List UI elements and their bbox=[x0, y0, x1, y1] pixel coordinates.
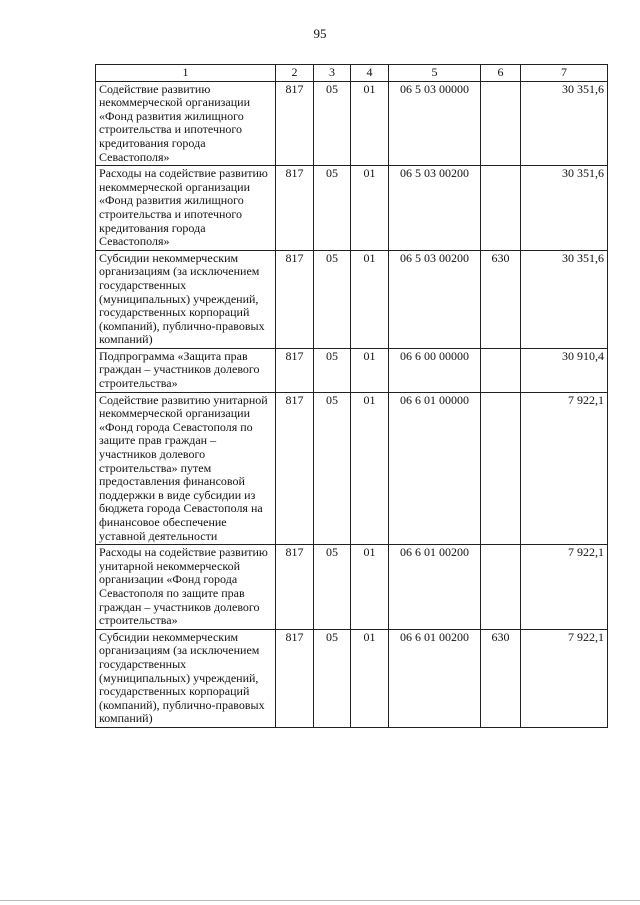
row-ministry-code: 817 bbox=[276, 392, 314, 545]
row-expense-type bbox=[481, 392, 521, 545]
budget-table bbox=[95, 64, 608, 728]
table-row bbox=[96, 392, 608, 545]
row-name: Расходы на содействие развитию унитарной некоммерческой организации «Фонд города Севастополя по защите прав граждан – участников долевого строительства» bbox=[96, 545, 276, 630]
row-amount: 7 922,1 bbox=[521, 545, 608, 630]
row-section: 05 bbox=[314, 629, 351, 727]
table-row bbox=[96, 348, 608, 392]
row-target-article: 06 5 03 00000 bbox=[389, 81, 481, 166]
row-subsection: 01 bbox=[351, 81, 389, 166]
row-ministry-code: 817 bbox=[276, 166, 314, 251]
row-ministry-code: 817 bbox=[276, 348, 314, 392]
header-col-4: 4 bbox=[351, 65, 389, 82]
row-name: Содействие развитию унитарной некоммерческой организации «Фонд города Севастополя по защите прав граждан – участников долевого строительства» путем предоставления финансовой поддержки в виде субсидии из бюджета города Севастополя на финансовое обеспечение уставной деятельности bbox=[96, 392, 276, 545]
scan-edge-divider bbox=[0, 900, 640, 901]
row-subsection: 01 bbox=[351, 629, 389, 727]
row-expense-type bbox=[481, 81, 521, 166]
row-ministry-code: 817 bbox=[276, 629, 314, 727]
row-target-article: 06 5 03 00200 bbox=[389, 250, 481, 348]
row-section: 05 bbox=[314, 81, 351, 166]
row-section: 05 bbox=[314, 545, 351, 630]
header-col-1: 1 bbox=[96, 65, 276, 82]
row-ministry-code: 817 bbox=[276, 250, 314, 348]
row-amount: 30 351,6 bbox=[521, 250, 608, 348]
row-name: Подпрограмма «Защита прав граждан – участников долевого строительства» bbox=[96, 348, 276, 392]
row-name: Расходы на содействие развитию некоммерческой организации «Фонд развития жилищного строительства и ипотечного кредитования города Севастополя» bbox=[96, 166, 276, 251]
row-expense-type bbox=[481, 545, 521, 630]
row-subsection: 01 bbox=[351, 250, 389, 348]
row-subsection: 01 bbox=[351, 166, 389, 251]
table-row bbox=[96, 81, 608, 166]
row-expense-type: 630 bbox=[481, 250, 521, 348]
row-subsection: 01 bbox=[351, 348, 389, 392]
row-section: 05 bbox=[314, 250, 351, 348]
row-target-article: 06 6 01 00000 bbox=[389, 392, 481, 545]
row-ministry-code: 817 bbox=[276, 81, 314, 166]
row-amount: 30 351,6 bbox=[521, 81, 608, 166]
header-col-3: 3 bbox=[314, 65, 351, 82]
row-expense-type: 630 bbox=[481, 629, 521, 727]
header-col-5: 5 bbox=[389, 65, 481, 82]
row-target-article: 06 6 00 00000 bbox=[389, 348, 481, 392]
page-number: 95 bbox=[313, 26, 327, 41]
row-subsection: 01 bbox=[351, 545, 389, 630]
table-row bbox=[96, 166, 608, 251]
row-amount: 7 922,1 bbox=[521, 629, 608, 727]
row-name: Субсидии некоммерческим организациям (за исключением государственных (муниципальных) учреждений, государственных корпораций (компаний), публично-правовых компаний) bbox=[96, 629, 276, 727]
row-target-article: 06 5 03 00200 bbox=[389, 166, 481, 251]
row-target-article: 06 6 01 00200 bbox=[389, 545, 481, 630]
header-row bbox=[96, 65, 608, 82]
row-expense-type bbox=[481, 166, 521, 251]
row-section: 05 bbox=[314, 348, 351, 392]
table-row bbox=[96, 629, 608, 727]
table-row bbox=[96, 545, 608, 630]
header-col-7: 7 bbox=[521, 65, 608, 82]
row-target-article: 06 6 01 00200 bbox=[389, 629, 481, 727]
header-col-2: 2 bbox=[276, 65, 314, 82]
row-amount: 7 922,1 bbox=[521, 392, 608, 545]
row-name: Содействие развитию некоммерческой организации «Фонд развития жилищного строительства и ипотечного кредитования города Севастополя» bbox=[96, 81, 276, 166]
row-section: 05 bbox=[314, 392, 351, 545]
row-expense-type bbox=[481, 348, 521, 392]
row-section: 05 bbox=[314, 166, 351, 251]
row-name: Субсидии некоммерческим организациям (за исключением государственных (муниципальных) учреждений, государственных корпораций (компаний), публично-правовых компаний) bbox=[96, 250, 276, 348]
row-amount: 30 351,6 bbox=[521, 166, 608, 251]
row-amount: 30 910,4 bbox=[521, 348, 608, 392]
header-col-6: 6 bbox=[481, 65, 521, 82]
row-ministry-code: 817 bbox=[276, 545, 314, 630]
table-row bbox=[96, 250, 608, 348]
row-subsection: 01 bbox=[351, 392, 389, 545]
